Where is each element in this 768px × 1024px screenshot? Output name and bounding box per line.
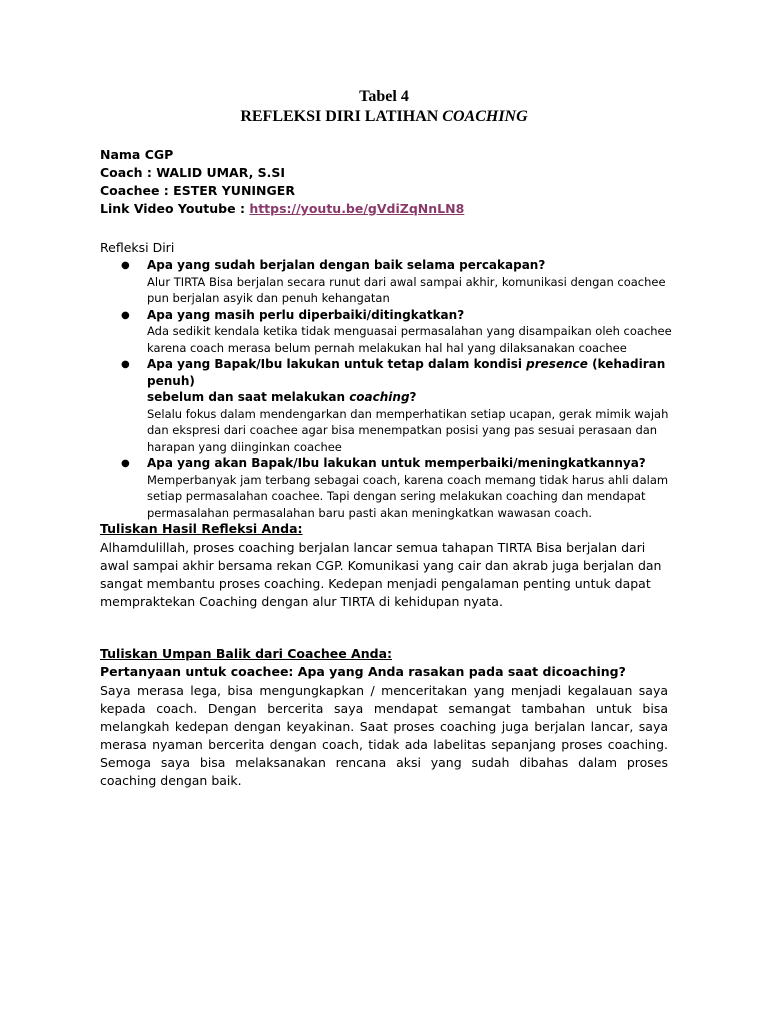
paragraph-line: mempraktekan Coaching dengan alur TIRTA di kehidupan nyata. xyxy=(100,594,503,609)
list-item xyxy=(100,307,675,357)
answer-line: karena coach merasa belum pernah melakukan hal hal yang dilaksanakan coachee xyxy=(147,340,627,355)
answer-line: Memperbanyak jam terbang sebagai coach, karena coach memang tidak harus ahli dalam xyxy=(147,472,669,487)
question-text: Apa yang masih perlu diperbaiki/ditingkatkan? xyxy=(147,307,465,322)
list-item xyxy=(100,455,675,521)
bullet-icon: ● xyxy=(121,260,130,271)
hasil-refleksi-text xyxy=(100,539,668,611)
answer-line: harapan yang diinginkan coachee xyxy=(147,439,342,454)
answer-line: Alur TIRTA Bisa berjalan secara runut dari awal sampai akhir, komunikasi dengan coachee xyxy=(147,274,666,289)
answer-line: setiap permasalahan coachee. Tapi dengan sering melakukan coaching dan mendapat xyxy=(147,489,646,503)
video-link-label: Link Video Youtube : xyxy=(100,201,250,216)
subtitle-main: REFLEKSI DIRI LATIHAN xyxy=(240,108,443,125)
question-part: sebelum dan saat melakukan xyxy=(147,390,350,404)
question-text xyxy=(147,356,675,389)
coachee-name: Coachee : ESTER YUNINGER xyxy=(100,183,295,198)
reflection-list xyxy=(100,257,675,521)
paragraph-line: awal sampai akhir bersama rekan CGP. Komunikasi yang cair dan akrab juga berjalan dan xyxy=(100,558,662,573)
question-text: Apa yang akan Bapak/Ibu lakukan untuk memperbaiki/meningkatkannya? xyxy=(147,456,646,470)
subtitle-italic: COACHING xyxy=(442,108,528,125)
paragraph-line: Alhamdulillah, proses coaching berjalan lancar semua tahapan TIRTA Bisa berjalan dari xyxy=(100,540,646,555)
question-emphasis: coaching xyxy=(349,390,410,404)
question-part: ? xyxy=(409,390,417,404)
paragraph-line: sangat membantu proses coaching. Kedepan menjadi pengalaman penting untuk dapat xyxy=(100,576,651,591)
bullet-icon: ● xyxy=(121,309,130,321)
umpan-balik-text: Saya merasa lega, bisa mengungkapkan / menceritakan yang menjadi kegalauan saya kepada coach. Dengan bercerita saya mendapat semangat tambahan untuk bisa melangkah kedepan dengan keyakinan. Saat proses coaching juga berjalan lancar, saya merasa nyaman bercerita dengan coach, tidak ada labelitas sepanjang proses coaching. Semoga saya bisa melaksanakan rencana aksi yang sudah dibahas dalam proses coaching dengan baik. xyxy=(100,683,668,788)
refleksi-diri-label: Refleksi Diri xyxy=(100,240,175,255)
bullet-icon: ● xyxy=(121,458,130,469)
answer-line: Ada sedikit kendala ketika tidak menguasai permasalahan yang disampaikan oleh coachee xyxy=(147,324,672,338)
hasil-refleksi-heading: Tuliskan Hasil Refleksi Anda: xyxy=(100,521,303,536)
question-text xyxy=(147,389,675,406)
coachee-question: Pertanyaan untuk coachee: Apa yang Anda rasakan pada saat dicoaching? xyxy=(100,664,626,679)
table-title: Tabel 4 xyxy=(359,88,409,105)
umpan-balik-heading: Tuliskan Umpan Balik dari Coachee Anda: xyxy=(100,646,393,661)
document-subtitle xyxy=(0,108,768,126)
question-emphasis: presence xyxy=(526,357,588,371)
question-part: Apa yang Bapak/Ibu lakukan untuk tetap dalam kondisi xyxy=(147,357,527,371)
nama-cgp-label: Nama CGP xyxy=(100,147,174,162)
answer-line: permasalahan permasalahan baru pasti akan meningkatkan wawasan coach. xyxy=(147,505,593,520)
coach-name: Coach : WALID UMAR, S.SI xyxy=(100,165,286,180)
list-item xyxy=(100,356,675,455)
bullet-icon: ● xyxy=(121,359,130,370)
answer-line: pun berjalan asyik dan penuh kehangatan xyxy=(147,291,390,305)
video-link-row xyxy=(100,201,464,216)
answer-line: dan ekspresi dari coachee agar bisa menempatkan posisi yang pas sesuai perasaan dan xyxy=(147,423,658,437)
youtube-link[interactable]: https://youtu.be/gVdiZqNnLN8 xyxy=(249,201,465,216)
question-part: (kehadiran penuh) xyxy=(147,357,666,388)
answer-line: Selalu fokus dalam mendengarkan dan memperhatikan setiap ucapan, gerak mimik wajah xyxy=(147,406,669,421)
question-text: Apa yang sudah berjalan dengan baik selama percakapan? xyxy=(147,258,546,272)
list-item xyxy=(100,257,675,307)
